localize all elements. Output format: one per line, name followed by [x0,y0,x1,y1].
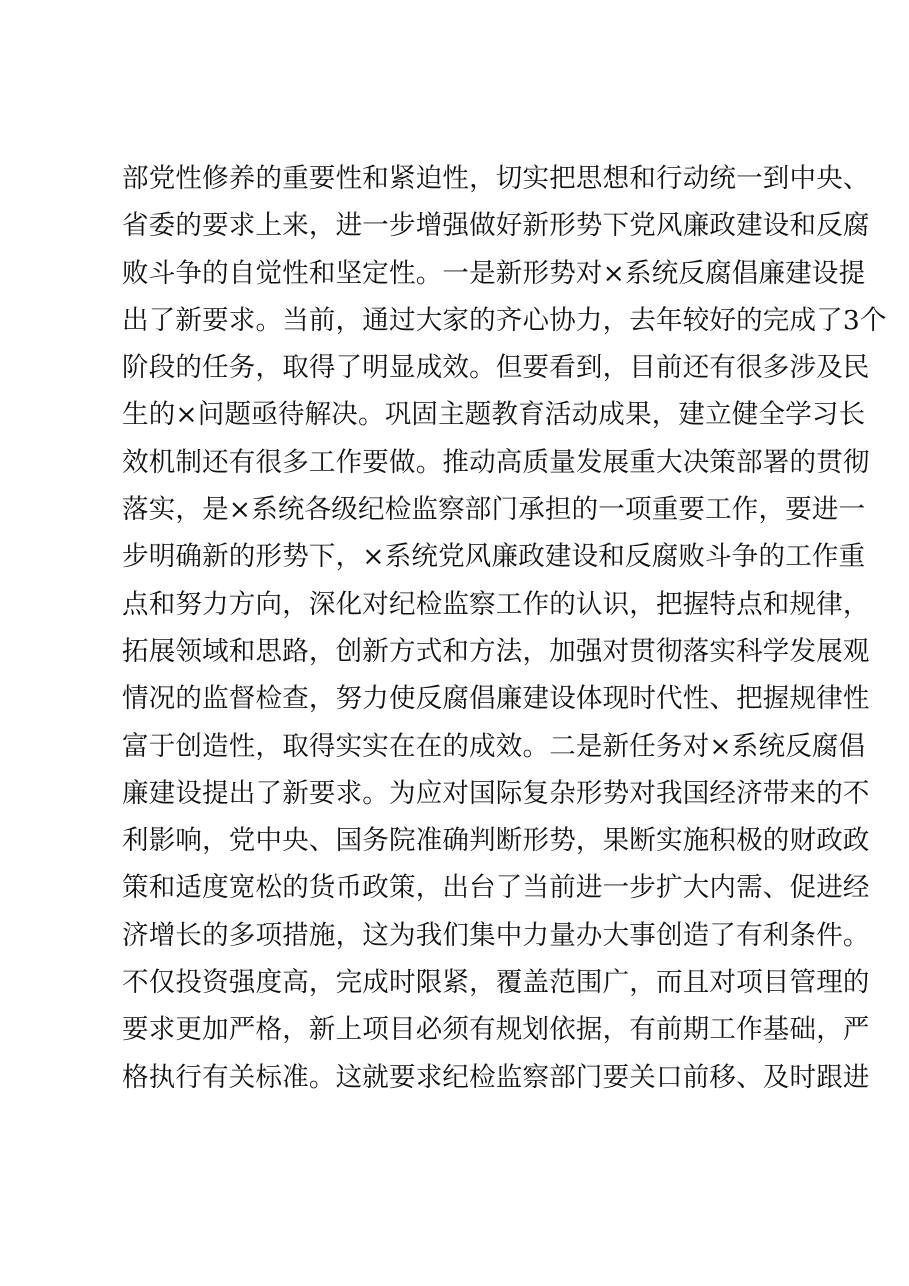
text-line: 廉建设提出了新要求。为应对国际复杂形势对我国经济带来的不 [122,777,870,809]
text-line: 落实，是×系统各级纪检监察部门承担的一项重要工作，要进一 [122,494,866,526]
text-line: 出了新要求。当前，通过大家的齐心协力，去年较好的完成了3个 [122,304,887,336]
text-line: 败斗争的自觉性和坚定性。一是新形势对×系统反腐倡廉建设提 [122,257,866,289]
text-line: 不仅投资强度高，完成时限紧，覆盖范围广，而且对项目管理的 [122,967,870,999]
text-line: 部党性修养的重要性和紧迫性，切实把思想和行动统一到中央、 [122,163,870,194]
text-line: 策和适度宽松的货币政策，出台了当前进一步扩大内需、促进经 [122,872,870,904]
text-line: 济增长的多项措施，这为我们集中力量办大事创造了有利条件。 [122,919,870,951]
text-line: 要求更加严格，新上项目必须有规划依据，有前期工作基础，严 [122,1014,870,1046]
text-line: 效机制还有很多工作要做。推动高质量发展重大决策部署的贯彻 [122,446,870,478]
text-line: 省委的要求上来，进一步增强做好新形势下党风廉政建设和反腐 [122,210,870,242]
text-line: 拓展领域和思路，创新方式和方法，加强对贯彻落实科学发展观 [122,635,870,667]
text-line: 步明确新的形势下，×系统党风廉政建设和反腐败斗争的工作重 [122,541,866,573]
text-line: 格执行有关标准。这就要求纪检监察部门要关口前移、及时跟进 [122,1061,870,1093]
text-line: 情况的监督检查，努力使反腐倡廉建设体现时代性、把握规律性 [122,683,870,715]
text-line: 富于创造性，取得实实在在的成效。二是新任务对×系统反腐倡 [122,730,866,762]
text-line: 生的×问题亟待解决。巩固主题教育活动成果，建立健全学习长 [122,399,866,431]
text-line: 利影响，党中央、国务院准确判断形势，果断实施积极的财政政 [122,825,870,857]
body-text [122,155,887,1101]
text-line: 点和努力方向，深化对纪检监察工作的认识，把握特点和规律， [122,588,870,620]
text-line: 阶段的任务，取得了明显成效。但要看到，目前还有很多涉及民 [122,352,870,384]
